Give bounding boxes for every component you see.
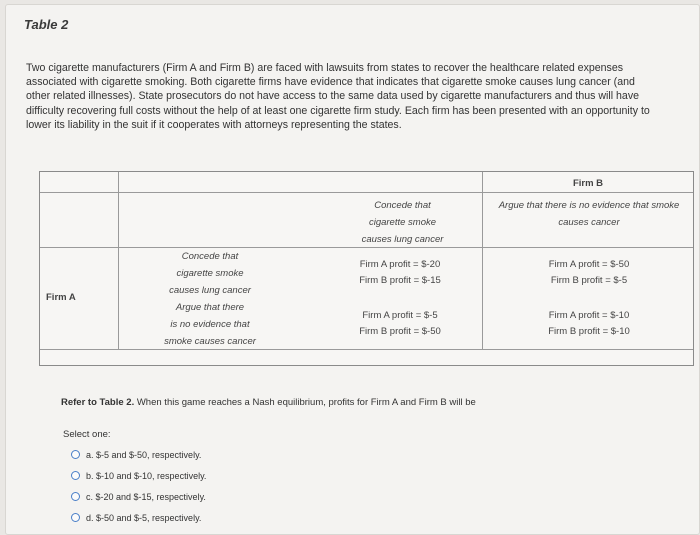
radio-icon[interactable] (71, 471, 80, 480)
select-one-label: Select one: (63, 429, 111, 440)
payoff-concede-argue: Firm A profit = $-50 Firm B profit = $-5 (548, 259, 630, 286)
scenario-text (26, 61, 698, 132)
firm-a-label: Firm A (46, 292, 76, 303)
option-b[interactable]: b. $-10 and $-10, respectively. (71, 465, 206, 486)
intro-line: associated with cigarette smoking. Both cigarette firms have evidence that indicates that cigarette smoke causes lung cancer (and (26, 76, 635, 89)
a-strategy-concede: Concede that cigarette smoke causes lung cancer (169, 251, 251, 296)
intro-line: lower its liability in the suit if it cooperates with attorneys representing the states. (26, 118, 402, 131)
answer-options (71, 444, 206, 528)
radio-icon[interactable] (71, 450, 80, 459)
payoff-argue-argue: Firm A profit = $-10 Firm B profit = $-10 (548, 310, 630, 337)
a-strategy-argue: Argue that there is no evidence that smoke causes cancer (164, 302, 256, 347)
intro-line: Two cigarette manufacturers (Firm A and Firm B) are faced with lawsuits from states to recover the healthcare related expenses (26, 62, 624, 74)
payoff-concede-concede: Firm A profit = $-20 Firm B profit = $-15 (359, 259, 441, 286)
option-d[interactable]: d. $-50 and $-5, respectively. (71, 507, 206, 528)
payoff-table (39, 171, 694, 366)
payoff-argue-concede: Firm A profit = $-5 Firm B profit = $-50 (359, 310, 441, 337)
intro-line: other related illnesses). State prosecutors do not have access to the same data used by cigarette manufacturers and thus will have (26, 90, 640, 103)
table-title: Table 2 (24, 17, 69, 32)
radio-icon[interactable] (71, 492, 80, 501)
intro-line: difficulty recovering full costs without the help of at least one cigarette firm study. Each firm has been presented with an opportunity to (26, 104, 650, 117)
question-text: Refer to Table 2. When this game reaches a Nash equilibrium, profits for Firm A and Firm B will be (61, 397, 476, 408)
option-c[interactable]: c. $-20 and $-15, respectively. (71, 486, 206, 507)
b-strategy-concede: Concede that cigarette smoke causes lung cancer (361, 200, 444, 245)
b-strategy-argue: Argue that there is no evidence that smoke causes cancer (498, 200, 680, 228)
radio-icon[interactable] (71, 513, 80, 522)
question-card (5, 4, 700, 535)
option-a[interactable]: a. $-5 and $-50, respectively. (71, 444, 206, 465)
firm-b-label: Firm B (572, 178, 604, 189)
